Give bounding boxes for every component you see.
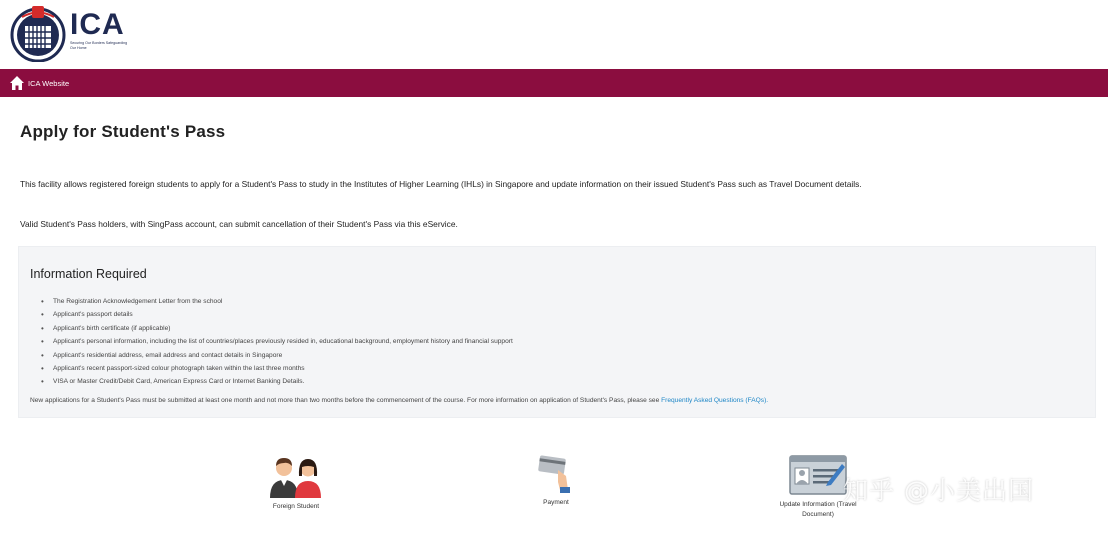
students-icon[interactable] [246,454,346,498]
list-item: • Applicant's recent passport-sized colour photograph taken within the last three months [41,362,513,375]
information-required-title: Information Required [30,267,147,281]
foreign-student-label[interactable]: Foreign Student [272,503,320,510]
site-header [0,0,1108,69]
foreign-student-tile[interactable] [246,454,346,512]
information-required-panel [18,246,1096,418]
card-payment-icon[interactable] [516,454,596,494]
page-title: Apply for Student's Pass [20,122,226,141]
information-required-list [41,295,513,389]
ica-crest-logo[interactable] [10,4,66,62]
ica-website-link[interactable] [9,75,69,91]
list-item: • Applicant's residential address, email address and contact details in Singapore [41,349,513,362]
list-item: • Applicant's passport details [41,308,513,321]
logo-name: ICA [70,8,125,41]
logo-tagline: Securing Our Borders Safeguarding Our Home [70,41,128,50]
list-item: • Applicant's personal information, including the list of countries/places previously resided in, educational background, employment history and financial support [41,335,513,348]
payment-tile[interactable] [516,454,596,508]
watermark-text: 知乎 @小美出国 [843,476,1034,505]
application-timing-text: New applications for a Student's Pass must be submitted at least one month and not more than two months before the commencement of the course. For more information on application of Student's Pass, please see [30,397,660,404]
home-icon[interactable] [9,75,25,91]
payment-label[interactable]: Payment [543,499,569,506]
update-information-label[interactable]: Update Information (Travel Document) [779,501,857,518]
logo-text [70,9,130,51]
cancellation-paragraph: Valid Student's Pass holders, with SingPass account, can submit cancellation of their Student's Pass via this eService. [20,219,458,229]
faq-link[interactable]: Frequently Asked Questions (FAQs). [661,397,769,404]
list-item: • VISA or Master Credit/Debit Card, American Express Card or Internet Banking Details. [41,375,513,388]
top-nav-bar [0,69,1108,97]
application-timing-note [30,397,768,404]
list-item: • Applicant's birth certificate (if applicable) [41,322,513,335]
ica-website-label[interactable]: ICA Website [28,78,70,88]
list-item: • The Registration Acknowledgement Letter from the school [41,295,513,308]
intro-paragraph: This facility allows registered foreign students to apply for a Student's Pass to study in the Institutes of Higher Learning (IHLs) in Singapore and update information on their issued Student's Pass such as Travel Document details. [20,179,862,189]
